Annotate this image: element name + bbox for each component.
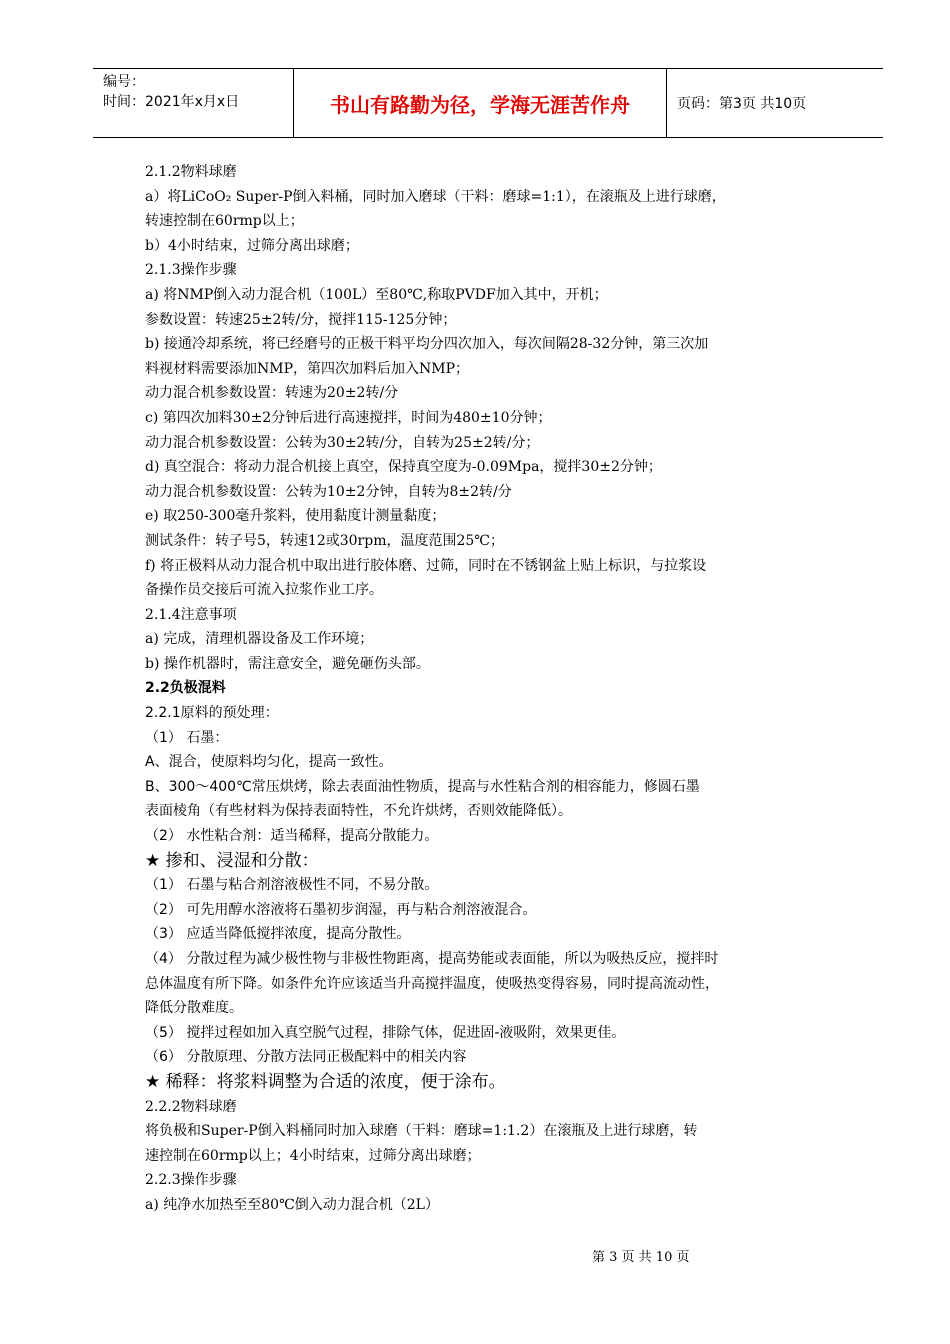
list-item: （5） 搅拌过程如加入真空脱气过程，排除气体，促进固-液吸附，效果更佳。	[145, 1024, 626, 1041]
section-heading: 2.1.2物料球磨	[145, 164, 237, 180]
section-heading: 2.1.4注意事项	[145, 606, 237, 623]
section-heading: 2.1.3操作步骤	[145, 262, 237, 279]
section-heading: 2.2.3操作步骤	[145, 1172, 237, 1189]
text-line: c) 第四次加料30±2分钟后进行高速搅拌，时间为480±10分钟；	[145, 409, 552, 426]
text-line: a) 完成，清理机器设备及工作环境；	[145, 631, 374, 648]
section-heading: 2.2.2物料球磨	[145, 1098, 237, 1115]
list-item: （4） 分散过程为减少极性物与非极性物距离，提高势能或表面能，所以为吸热反应，搅拌时	[145, 951, 719, 967]
star-list-item: ★ 稀释：将浆料调整为合适的浓度，便于涂布。	[145, 1071, 506, 1092]
list-item: （2） 可先用醇水溶液将石墨初步润湿，再与粘合剂溶液混合。	[145, 901, 537, 918]
header-motto: 书山有路勤为径，学海无涯苦作舟	[294, 69, 667, 137]
text-line: 表面棱角（有些材料为保持表面特性，不允许烘烤，否则效能降低）。	[145, 803, 572, 820]
section-heading-bold: 2.2负极混料	[145, 680, 226, 697]
list-item: （6） 分散原理、分散方法同正极配料中的相关内容	[145, 1049, 467, 1066]
text-line: b) 接通冷却系统，将已经磨号的正极干料平均分四次加入，每次间隔28-32分钟，第三次加	[145, 336, 709, 353]
text-line: 动力混合机参数设置：公转为10±2分钟，自转为8±2转/分	[145, 483, 512, 500]
text-line: 参数设置：转速25±2转/分，搅拌115-125分钟；	[145, 311, 457, 328]
subsection-heading: 2.2.1原料的预处理：	[145, 705, 279, 722]
document-body	[145, 160, 835, 1218]
page-footer: 第 3 页 共 10 页	[592, 1250, 690, 1265]
list-item: （3） 应适当降低搅拌浓度，提高分散性。	[145, 926, 411, 943]
header-info-cell	[93, 69, 294, 137]
list-item: （1） 石墨与粘合剂溶液极性不同，不易分散。	[145, 877, 439, 894]
text-line: e) 取250-300毫升浆料，使用黏度计测量黏度；	[145, 508, 446, 525]
text-line: 动力混合机参数设置：转速为20±2转/分	[145, 385, 399, 402]
header-page-label: 页码：第3页 共10页	[677, 96, 807, 112]
text-line: d) 真空混合：将动力混合机接上真空，保持真空度为-0.09Mpa，搅拌30±2分钟；	[145, 459, 662, 476]
text-line: f) 将正极料从动力混合机中取出进行胶体磨、过筛，同时在不锈钢盆上贴上标识，与拉浆设	[145, 557, 707, 574]
text-line: a) 纯净水加热至至80℃倒入动力混合机（2L）	[145, 1196, 439, 1213]
text-line: 将负极和Super-P倒入料桶同时加入球磨（干料：磨球=1:1.2）在滚瓶及上进行球磨，转	[145, 1123, 698, 1140]
star-list-item: ★ 掺和、浸湿和分散：	[145, 850, 319, 871]
list-item: A、混合，使原料均匀化，提高一致性。	[145, 754, 393, 771]
text-line: 备操作员交接后可流入拉浆作业工序。	[145, 582, 383, 599]
text-line: 动力混合机参数设置：公转为30±2转/分，自转为25±2转/分；	[145, 434, 540, 451]
list-item: B、300～400℃常压烘烤，除去表面油性物质，提高与水性粘合剂的相容能力，修圆石墨	[145, 778, 700, 795]
list-item: （1） 石墨：	[145, 729, 229, 746]
header-time-label: 时间：2021年x月x日	[103, 94, 240, 110]
text-line: b）4小时结束，过筛分离出球磨；	[145, 237, 359, 254]
text-line: b) 操作机器时，需注意安全，避免砸伤头部。	[145, 655, 430, 672]
header-number-label: 编号：	[103, 74, 145, 90]
list-item: （2） 水性粘合剂：适当稀释，提高分散能力。	[145, 828, 439, 845]
text-line: 降低分散难度。	[145, 1000, 243, 1017]
text-line: 测试条件：转子号5，转速12或30rpm，温度范围25℃；	[145, 532, 504, 549]
text-line: 料视材料需要添加NMP，第四次加料后加入NMP；	[145, 360, 470, 377]
text-line: a）将LiCoO₂ Super-P倒入料桶，同时加入磨球（干料：磨球=1:1），在滚瓶及上进行球磨，	[145, 188, 726, 205]
text-line: 总体温度有所下降。如条件允许应该适当升高搅拌温度，使吸热变得容易，同时提高流动性，	[145, 975, 719, 992]
text-line: 速控制在60rmp以上；4小时结束，过筛分离出球磨；	[145, 1147, 481, 1164]
document-header	[93, 68, 883, 138]
text-line: 转速控制在60rmp以上；	[145, 213, 304, 230]
text-line: a) 将NMP倒入动力混合机（100L）至80℃,称取PVDF加入其中，开机；	[145, 286, 608, 303]
